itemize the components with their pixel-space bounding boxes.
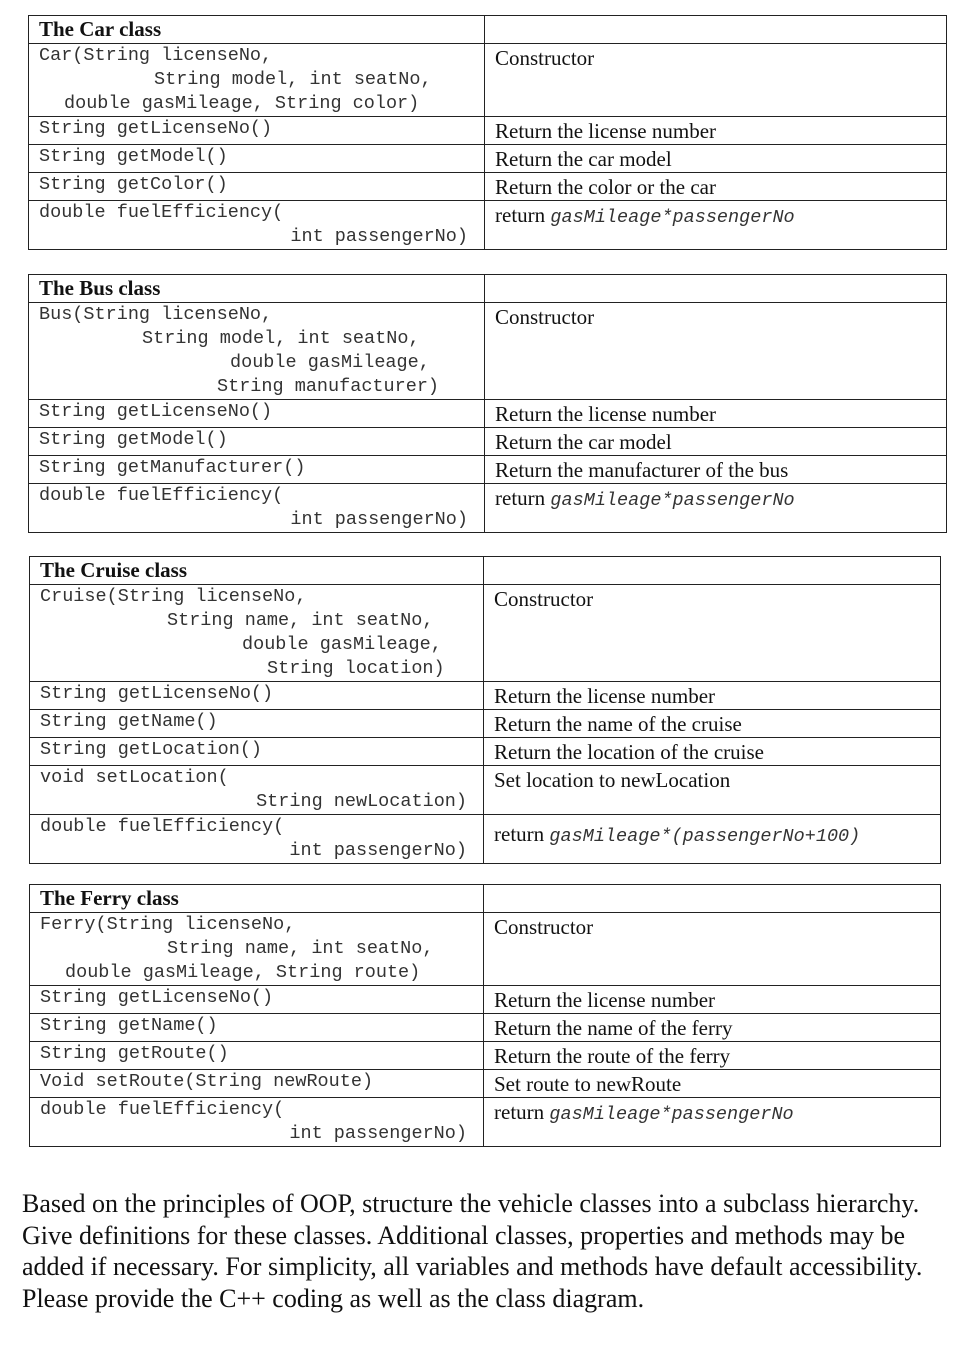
table-row xyxy=(29,400,947,428)
description-cell: Return the manufacturer of the bus xyxy=(485,456,947,484)
car-class-table xyxy=(28,15,947,250)
signature-line: Car(String licenseNo, xyxy=(39,45,273,66)
table-row xyxy=(29,173,947,201)
signature-line: String model, int seatNo, xyxy=(154,69,432,90)
description-cell: Constructor xyxy=(485,303,947,400)
header-empty-cell xyxy=(485,16,947,44)
description-cell xyxy=(485,201,947,250)
signature-cell xyxy=(29,201,485,250)
signature-cell xyxy=(30,1070,484,1098)
description-cell: Return the license number xyxy=(484,986,941,1014)
return-expression: gasMileage*passengerNo xyxy=(550,207,795,228)
signature-cell xyxy=(30,766,484,815)
signature-cell xyxy=(29,145,485,173)
description-cell: Return the car model xyxy=(485,428,947,456)
signature-line: String newLocation) xyxy=(256,791,467,812)
table-row xyxy=(30,1070,941,1098)
signature-cell xyxy=(30,710,484,738)
table-row xyxy=(30,1042,941,1070)
table-row xyxy=(29,117,947,145)
table-row xyxy=(29,428,947,456)
signature-line: Cruise(String licenseNo, xyxy=(40,586,307,607)
signature-line: String getManufacturer() xyxy=(39,457,306,478)
signature-cell xyxy=(30,1042,484,1070)
signature-line: String getRoute() xyxy=(40,1043,229,1064)
signature-line: double gasMileage, String color) xyxy=(64,93,420,114)
description-cell xyxy=(485,484,947,533)
description-cell xyxy=(484,815,941,864)
class-title: The Car class xyxy=(29,16,485,44)
description-cell xyxy=(484,1098,941,1147)
table-row xyxy=(30,682,941,710)
signature-line: String getModel() xyxy=(39,146,228,167)
table-row xyxy=(30,710,941,738)
signature-line: String getColor() xyxy=(39,174,228,195)
signature-cell xyxy=(29,484,485,533)
signature-line: String getLicenseNo() xyxy=(39,401,273,422)
description-cell: Return the route of the ferry xyxy=(484,1042,941,1070)
signature-cell xyxy=(30,913,484,986)
signature-line: double fuelEfficiency( xyxy=(39,202,284,223)
table-header-row xyxy=(30,557,941,585)
table-row xyxy=(29,44,947,117)
signature-line: double fuelEfficiency( xyxy=(39,485,284,506)
signature-line: Ferry(String licenseNo, xyxy=(40,914,296,935)
signature-line: int passengerNo) xyxy=(290,509,468,530)
header-empty-cell xyxy=(484,557,941,585)
cruise-class-table xyxy=(29,556,941,864)
description-cell: Constructor xyxy=(484,913,941,986)
description-cell: Constructor xyxy=(484,585,941,682)
signature-cell xyxy=(29,44,485,117)
question-paragraph: Based on the principles of OOP, structure the vehicle classes into a subclass hierarchy. Give definitions for these classes. Additional classes, properties and methods may be added if necessary. For simplicity, all variables and methods have default accessibility. Please provide the C++ coding as well as the class diagram. xyxy=(22,1189,923,1313)
table-row xyxy=(30,738,941,766)
signature-cell xyxy=(29,303,485,400)
signature-cell xyxy=(29,117,485,145)
return-word: return xyxy=(494,822,545,846)
signature-line: void setLocation( xyxy=(40,767,229,788)
signature-line: String name, int seatNo, xyxy=(167,610,434,631)
description-cell: Set route to newRoute xyxy=(484,1070,941,1098)
signature-line: String getModel() xyxy=(39,429,228,450)
description-cell: Return the name of the cruise xyxy=(484,710,941,738)
signature-line: String model, int seatNo, xyxy=(142,328,420,349)
table-row xyxy=(30,766,941,815)
description-cell: Return the color or the car xyxy=(485,173,947,201)
signature-line: String getName() xyxy=(40,711,218,732)
return-word: return xyxy=(495,486,546,510)
signature-line: double gasMileage, String route) xyxy=(65,962,421,983)
header-empty-cell xyxy=(485,275,947,303)
signature-line: String getLicenseNo() xyxy=(40,987,274,1008)
table-row xyxy=(29,145,947,173)
signature-cell xyxy=(30,682,484,710)
return-expression: gasMileage*passengerNo xyxy=(550,490,795,511)
return-expression: gasMileage*(passengerNo+100) xyxy=(549,826,861,847)
table-row xyxy=(30,986,941,1014)
signature-line: Void setRoute(String newRoute) xyxy=(40,1071,374,1092)
signature-cell xyxy=(29,173,485,201)
description-cell: Return the license number xyxy=(485,400,947,428)
table-row xyxy=(29,484,947,533)
signature-cell xyxy=(30,1098,484,1147)
table-row xyxy=(30,1098,941,1147)
header-empty-cell xyxy=(484,885,941,913)
description-cell: Constructor xyxy=(485,44,947,117)
return-word: return xyxy=(495,203,546,227)
signature-cell xyxy=(29,400,485,428)
signature-line: String location) xyxy=(267,658,445,679)
table-header-row xyxy=(29,275,947,303)
signature-line: String getLicenseNo() xyxy=(39,118,273,139)
table-header-row xyxy=(29,16,947,44)
signature-line: int passengerNo) xyxy=(289,1123,467,1144)
description-cell: Return the car model xyxy=(485,145,947,173)
class-title: The Bus class xyxy=(29,275,485,303)
signature-cell xyxy=(29,428,485,456)
description-cell: Return the license number xyxy=(484,682,941,710)
signature-line: Bus(String licenseNo, xyxy=(39,304,273,325)
description-cell: Return the name of the ferry xyxy=(484,1014,941,1042)
signature-cell xyxy=(30,585,484,682)
signature-line: int passengerNo) xyxy=(290,226,468,247)
signature-line: String getLicenseNo() xyxy=(40,683,274,704)
signature-line: String getName() xyxy=(40,1015,218,1036)
table-row xyxy=(29,303,947,400)
signature-cell xyxy=(30,1014,484,1042)
table-row xyxy=(29,456,947,484)
signature-line: String name, int seatNo, xyxy=(167,938,434,959)
signature-cell xyxy=(30,986,484,1014)
table-row xyxy=(30,815,941,864)
return-word: return xyxy=(494,1100,545,1124)
table-row xyxy=(30,913,941,986)
signature-line: double gasMileage, xyxy=(242,634,442,655)
signature-line: double fuelEfficiency( xyxy=(40,1099,285,1120)
return-expression: gasMileage*passengerNo xyxy=(549,1104,794,1125)
description-cell: Return the location of the cruise xyxy=(484,738,941,766)
class-title: The Cruise class xyxy=(30,557,484,585)
ferry-class-table xyxy=(29,884,941,1147)
signature-line: String manufacturer) xyxy=(217,376,440,397)
description-cell: Return the license number xyxy=(485,117,947,145)
signature-line: String getLocation() xyxy=(40,739,263,760)
signature-line: int passengerNo) xyxy=(289,840,467,861)
table-header-row xyxy=(30,885,941,913)
table-row xyxy=(30,1014,941,1042)
signature-line: double gasMileage, xyxy=(230,352,430,373)
description-cell: Set location to newLocation xyxy=(484,766,941,815)
table-row xyxy=(30,585,941,682)
table-row xyxy=(29,201,947,250)
signature-cell xyxy=(30,815,484,864)
signature-cell xyxy=(29,456,485,484)
signature-cell xyxy=(30,738,484,766)
signature-line: double fuelEfficiency( xyxy=(40,816,285,837)
bus-class-table xyxy=(28,274,947,533)
class-title: The Ferry class xyxy=(30,885,484,913)
